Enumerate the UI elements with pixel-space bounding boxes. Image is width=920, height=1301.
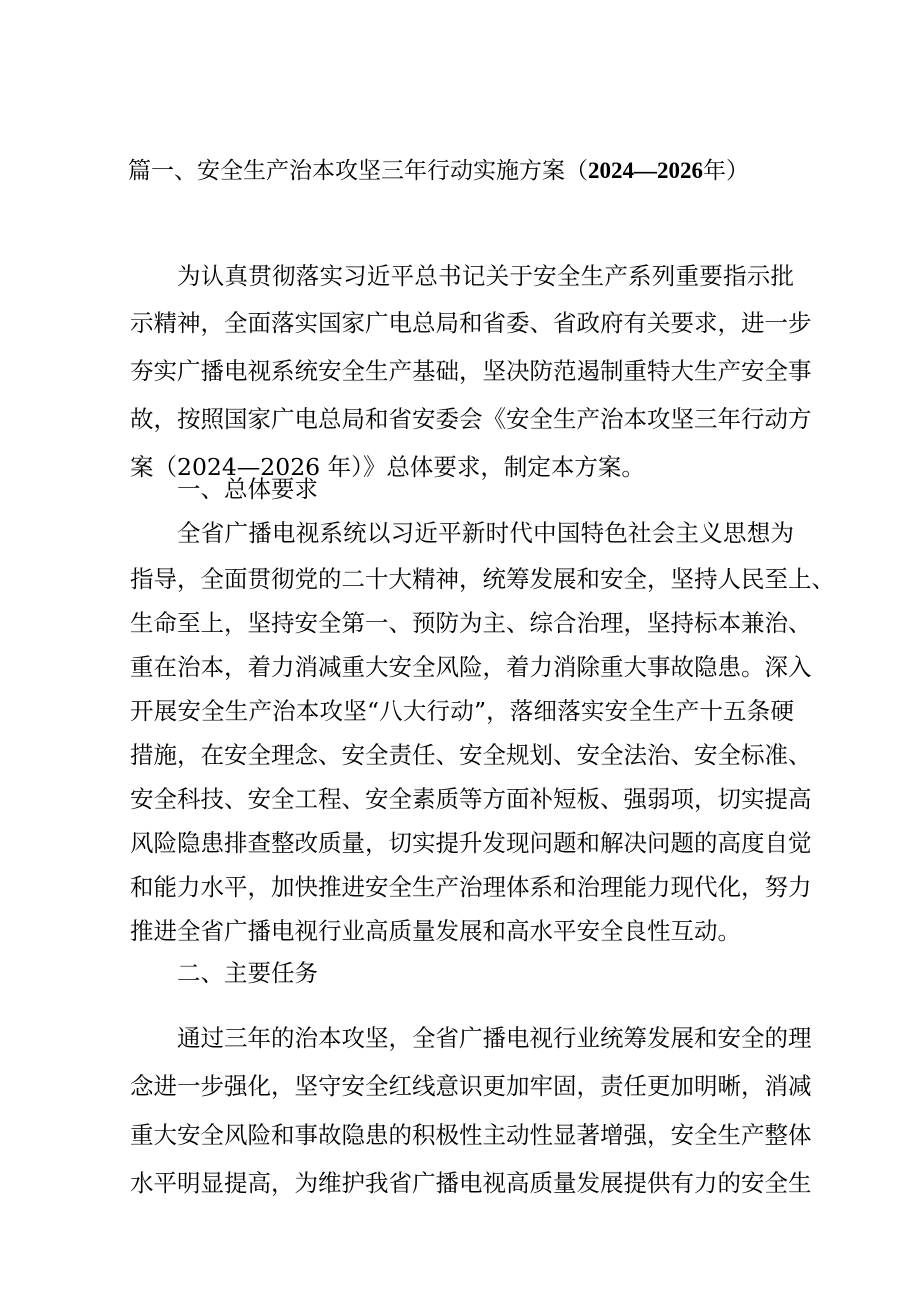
section1-line: 和能力水平，加快推进安全生产治理体系和治理能力现代化，努力 [130, 873, 812, 901]
section1-line: 推进全省广播电视行业高质量发展和高水平安全良性互动。 [130, 917, 741, 945]
intro-line: 示精神，全面落实国家广电总局和省委、省政府有关要求，进一步 [130, 309, 812, 337]
document-title [128, 152, 749, 185]
section1-line: 安全科技、安全工程、安全素质等方面补短板、强弱项，切实提高 [130, 785, 812, 813]
intro-line: 故，按照国家广电总局和省安委会《安全生产治本攻坚三年行动方 [130, 405, 812, 433]
intro-line: 夯实广播电视系统安全生产基础，坚决防范遏制重特大生产安全事 [130, 357, 812, 385]
section2-line: 重大安全风险和事故隐患的积极性主动性显著增强，安全生产整体 [130, 1121, 812, 1149]
section1-line: 开展安全生产治本攻坚“八大行动”，落细落实安全生产十五条硬 [130, 697, 794, 725]
section1-line: 生命至上，坚持安全第一、预防为主、综合治理，坚持标本兼治、 [130, 609, 812, 637]
section2-line: 通过三年的治本攻坚，全省广播电视行业统筹发展和安全的理 [177, 1024, 812, 1052]
section1-line: 全省广播电视系统以习近平新时代中国特色社会主义思想为 [177, 519, 794, 547]
section1-line: 重在治本，着力消减重大安全风险，着力消除重大事故隐患。深入 [130, 653, 812, 681]
section1-line: 措施，在安全理念、安全责任、安全规划、安全法治、安全标准、 [130, 741, 812, 769]
title-years: 2024—2026 [588, 158, 703, 183]
title-prefix: 篇一、安全生产治本攻坚三年行动实施方案（ [128, 158, 588, 184]
section2-line: 念进一步强化，坚守安全红线意识更加牢固，责任更加明晰，消减 [130, 1072, 812, 1100]
section1-line: 指导，全面贯彻党的二十大精神，统筹发展和安全，坚持人民至上、 [130, 565, 835, 593]
section-heading-2: 二、主要任务 [177, 959, 318, 987]
section-heading-1: 一、总体要求 [177, 475, 318, 503]
intro-line: 为认真贯彻落实习近平总书记关于安全生产系列重要指示批 [177, 262, 794, 290]
section2-line: 水平明显提高，为维护我省广播电视高质量发展提供有力的安全生 [130, 1169, 812, 1197]
title-suffix: 年） [703, 158, 749, 184]
intro-line: 案（2024—2026 年）》总体要求，制定本方案。 [130, 453, 645, 481]
section1-line: 风险隐患排查整改质量，切实提升发现问题和解决问题的高度自觉 [130, 829, 812, 857]
